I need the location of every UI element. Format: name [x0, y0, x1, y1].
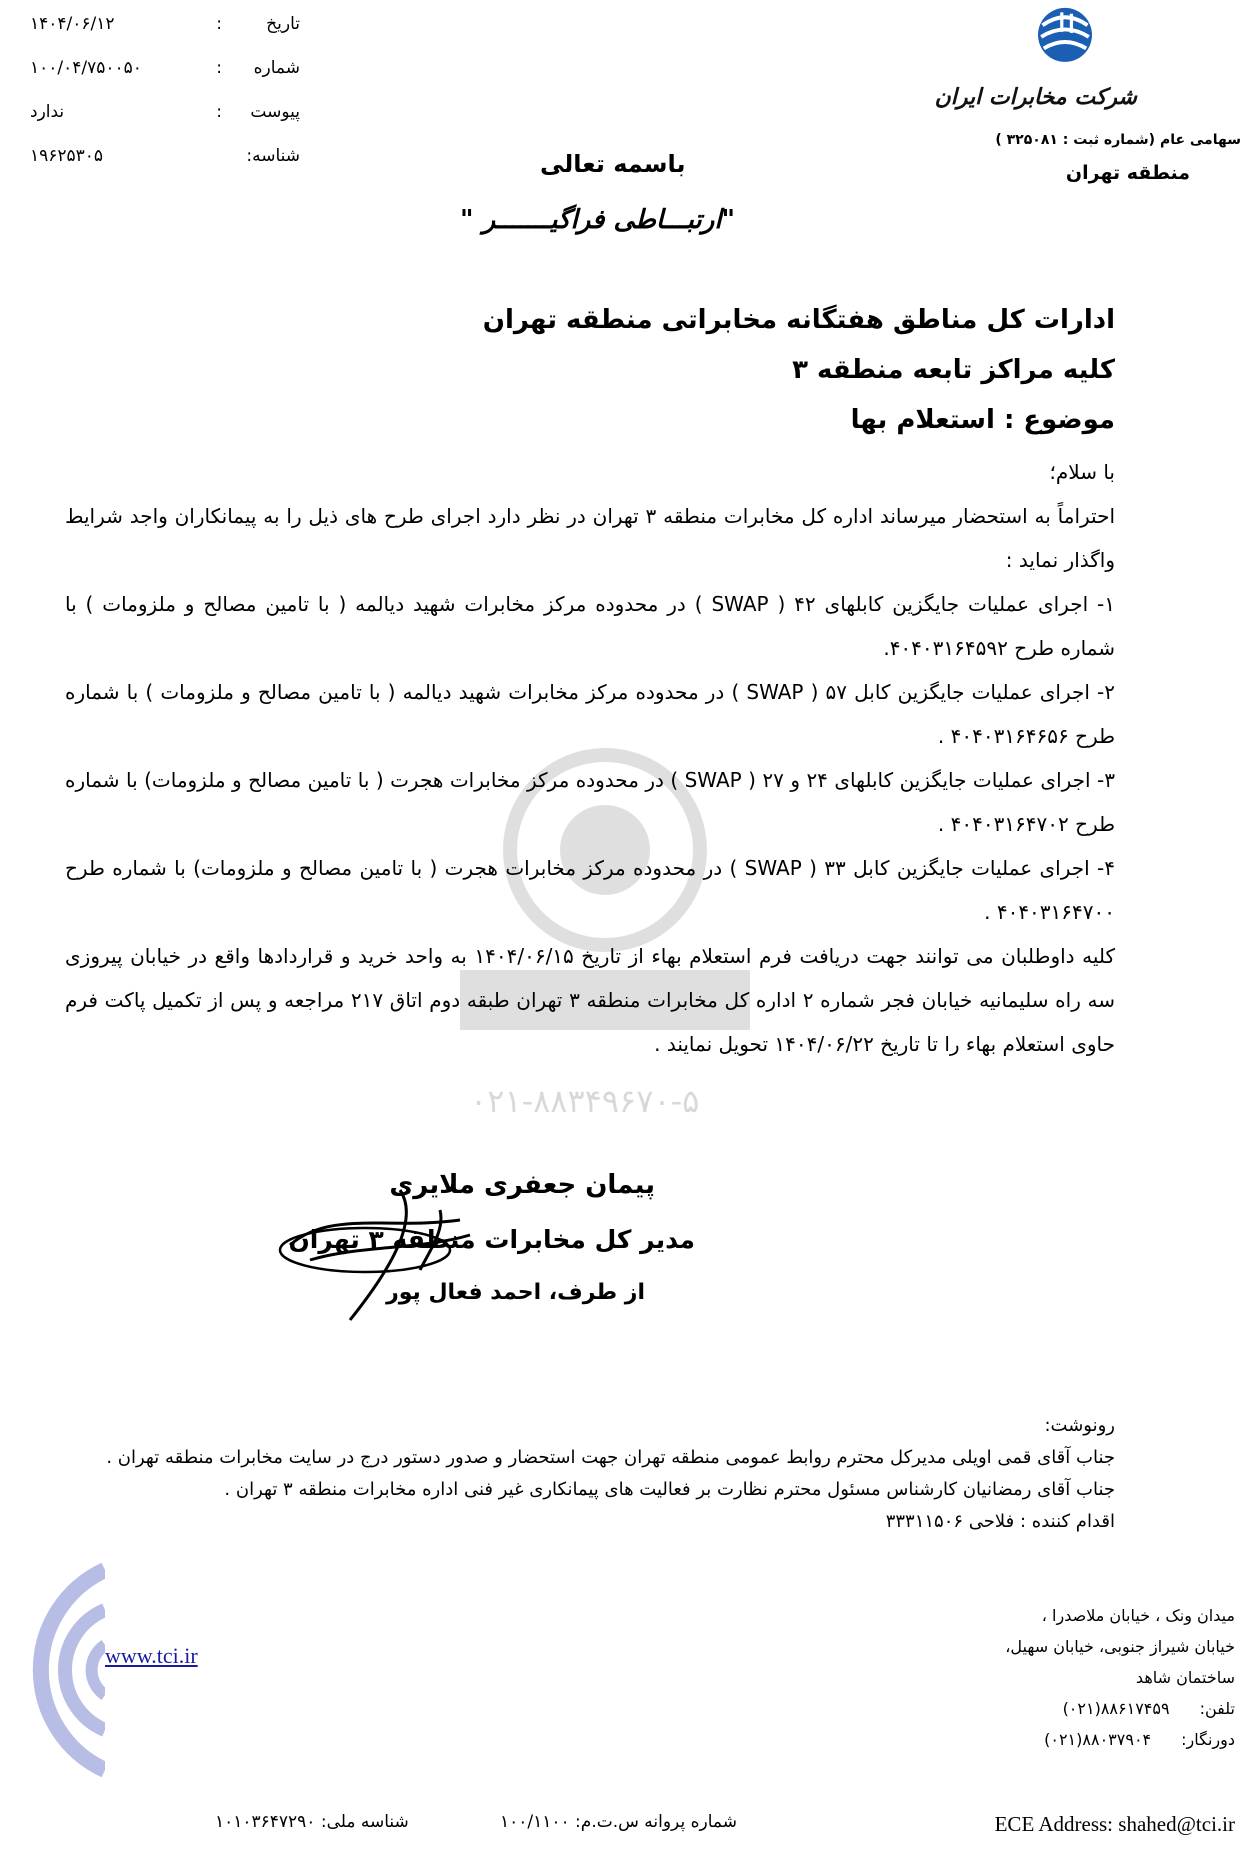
fax-value: (۰۲۱)۸۸۰۳۷۹۰۴: [1044, 1730, 1152, 1749]
addressee-line-1: ادارات کل مناطق هفتگانه مخابراتی منطقه تهران: [482, 305, 1115, 335]
meta-value: ندارد: [30, 102, 65, 122]
bismillah-heading: باسمه تعالی: [540, 150, 686, 178]
meta-label: شماره: [253, 58, 300, 78]
item-4: ۴- اجرای عملیات جایگزین کابل ۳۳ ( SWAP ) در محدوده مرکز مخابرات هجرت ( با تامین مصالح و ملزومات) با شماره طرح ۴۰۴۰۳۱۶۴۷۰۰ .: [65, 856, 1115, 924]
item-3: ۳- اجرای عملیات جایگزین کابلهای ۲۴ و ۲۷ ( SWAP ) در محدوده مرکز مخابرات هجرت ( با تامین مصالح و ملزومات) با شماره طرح ۴۰۴۰۳۱۶۴۷۰۲ .: [65, 768, 1115, 836]
registration-text: سهامی عام (شماره ثبت : ۳۲۵۰۸۱ ): [995, 132, 1241, 148]
meta-sep: :: [216, 102, 222, 122]
meta-label: پیوست: [250, 102, 300, 122]
on-behalf-of: از طرف، احمد فعال پور: [386, 1280, 645, 1305]
phone-label: تلفن:: [1199, 1699, 1235, 1718]
address-line: ساختمان شاهد: [1135, 1668, 1235, 1687]
meta-value: ۱۹۶۲۵۳۰۵: [30, 146, 104, 166]
phone-row: [945, 1693, 1235, 1724]
cc-heading: رونوشت:: [1044, 1415, 1115, 1436]
meta-value: ۱۰۰/۰۴/۷۵۰۰۵۰: [30, 58, 142, 78]
letter-meta: [30, 14, 300, 190]
address-line: میدان ونک ، خیابان ملاصدرا ،: [1041, 1606, 1235, 1625]
region-text: منطقه تهران: [1065, 162, 1190, 184]
meta-sep: :: [216, 14, 222, 34]
meta-label: تاریخ: [266, 14, 300, 34]
cc-section: [65, 1410, 1115, 1538]
meta-id: [30, 146, 300, 190]
cc-line: جناب آقای رمضانیان کارشناس مسئول محترم نظارت بر فعالیت های پیمانکاری غیر فنی اداره مخابرات منطقه ۳ تهران .: [224, 1479, 1115, 1500]
item-1: ۱- اجرای عملیات جایگزین کابلهای ۴۲ ( SWAP ) در محدوده مرکز مخابرات شهید دیالمه ( با تامین مصالح و ملزومات ) با شماره طرح ۴۰۴۰۳۱۶۴۵۹۲.: [65, 592, 1115, 660]
phone-value: (۰۲۱)۸۸۶۱۷۴۵۹: [1062, 1699, 1170, 1718]
letter-body: [65, 450, 1115, 1066]
closing-paragraph: کلیه داوطلبان می توانند جهت دریافت فرم استعلام بهاء از تاریخ ۱۴۰۴/۰۶/۱۵ به واحد خرید و قراردادها واقع در خیابان پیروزی سه راه سلیمانیه خیابان فجر شماره ۲ اداره کل مخابرات منطقه ۳ تهران طبقه دوم اتاق ۲۱۷ مراجعه و پس از تکمیل پاکت فرم حاوی استعلام بهاء را تا تاریخ ۱۴۰۴/۰۶/۲۲ تحویل نمایند .: [65, 944, 1116, 1056]
meta-number: [30, 58, 300, 102]
decorative-arc-icon: [0, 1560, 105, 1780]
logo-wordmark: شرکت مخابرات ایران: [934, 84, 1137, 110]
website-link[interactable]: www.tci.ir: [105, 1643, 198, 1668]
signatory-name: پیمان جعفری ملایری: [389, 1170, 655, 1200]
tci-logo-icon: [1005, 6, 1125, 96]
fax-row: [945, 1724, 1235, 1755]
watermark-phone: ۰۲۱-۸۸۳۴۹۶۷۰-۵: [470, 1082, 700, 1120]
signatory-title: مدیر کل مخابرات منطقه ۳ تهران: [288, 1225, 695, 1254]
meta-date: [30, 14, 300, 58]
cc-line: جناب آقای قمی اویلی مدیرکل محترم روابط عمومی منطقه تهران جهت استحضار و صدور دستور درج در سایت مخابرات منطقه تهران .: [106, 1447, 1115, 1468]
slogan: "ارتبـــاطی فراگیـــــــر ": [460, 205, 736, 235]
action-officer: اقدام کننده : فلاحی ۳۳۳۱۱۵۰۶: [885, 1511, 1115, 1532]
national-id: شناسه ملی: ۱۰۱۰۳۶۴۷۲۹۰: [215, 1812, 409, 1832]
ece-address: ECE Address: shahed@tci.ir: [994, 1812, 1235, 1836]
address-line: خیابان شیراز جنوبی، خیابان سهیل،: [1005, 1637, 1235, 1656]
subject-line: موضوع : استعلام بها: [850, 405, 1115, 435]
meta-value: ۱۴۰۴/۰۶/۱۲: [30, 14, 115, 34]
fax-label: دورنگار:: [1181, 1730, 1235, 1749]
meta-attachment: [30, 102, 300, 146]
intro-paragraph: احتراماً به استحضار میرساند اداره کل مخابرات منطقه ۳ تهران در نظر دارد اجرای طرح های ذیل را به پیمانکاران واجد شرایط واگذار نماید :: [65, 504, 1116, 572]
meta-label: شناسه:: [246, 146, 300, 166]
license-number: شماره پروانه س.ت.م: ۱۰۰/۱۱۰۰: [500, 1812, 737, 1832]
addressee-line-2: کلیه مراکز تابعه منطقه ۳: [792, 355, 1115, 385]
greeting: با سلام؛: [1049, 460, 1115, 484]
address-block: [945, 1600, 1235, 1755]
meta-sep: :: [216, 58, 222, 78]
item-2: ۲- اجرای عملیات جایگزین کابل ۵۷ ( SWAP ) در محدوده مرکز مخابرات شهید دیالمه ( با تامین مصالح و ملزومات ) با شماره طرح ۴۰۴۰۳۱۶۴۶۵۶ .: [65, 680, 1116, 748]
